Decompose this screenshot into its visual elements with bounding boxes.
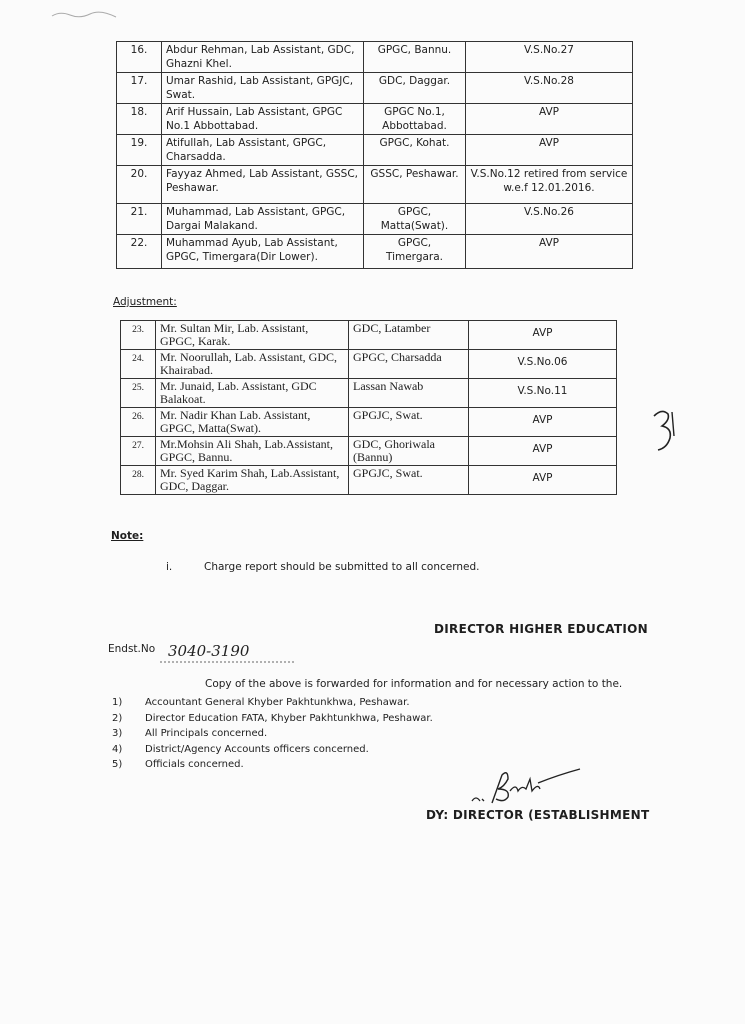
remarks: AVP <box>469 437 617 466</box>
note-item <box>166 561 479 573</box>
list-item-number: 2) <box>112 712 123 724</box>
handwritten-endorsement-number <box>160 636 295 666</box>
employee-name: Abdur Rehman, Lab Assistant, GDC, Ghazni Khel. <box>162 42 364 73</box>
employee-name: Umar Rashid, Lab Assistant, GPGJC, Swat. <box>162 73 364 104</box>
serial-number: 21. <box>117 204 162 235</box>
posted-station: GPGJC, Swat. <box>349 408 469 437</box>
posted-station: GPGC, Matta(Swat). <box>364 204 466 235</box>
table-row <box>117 42 633 73</box>
remarks: AVP <box>469 321 617 350</box>
list-item-text: Accountant General Khyber Pakhtunkhwa, Peshawar. <box>145 697 410 708</box>
handwritten-signature <box>468 765 588 810</box>
employee-name: Mr. Syed Karim Shah, Lab.Assistant, GDC, Daggar. <box>156 466 349 495</box>
table-row <box>117 204 633 235</box>
list-item-number: 1) <box>112 697 123 708</box>
list-item-number: 5) <box>112 759 123 770</box>
table-row <box>117 104 633 135</box>
table-row <box>117 166 633 204</box>
list-item <box>112 697 433 713</box>
serial-number: 28. <box>121 466 156 495</box>
remarks: V.S.No.06 <box>469 350 617 379</box>
endorsement-label: Endst.No <box>108 643 156 655</box>
remarks: AVP <box>469 408 617 437</box>
employee-name: Mr. Noorullah, Lab. Assistant, GDC, Khairabad. <box>156 350 349 379</box>
employee-name: Arif Hussain, Lab Assistant, GPGC No.1 Abbottabad. <box>162 104 364 135</box>
table-row <box>121 321 617 350</box>
note-heading: Note: <box>111 530 144 542</box>
remarks: AVP <box>466 235 633 269</box>
employee-name: Mr.Mohsin Ali Shah, Lab.Assistant, GPGC, Bannu. <box>156 437 349 466</box>
list-item <box>112 759 433 775</box>
list-item-number: 3) <box>112 728 123 739</box>
posted-station: GPGC, Charsadda <box>349 350 469 379</box>
employee-name: Mr. Junaid, Lab. Assistant, GDC Balakoat. <box>156 379 349 408</box>
adjustment-heading: Adjustment: <box>113 296 177 308</box>
employee-name: Muhammad Ayub, Lab Assistant, GPGC, Timergara(Dir Lower). <box>162 235 364 269</box>
table-row <box>117 235 633 269</box>
remarks: V.S.No.26 <box>466 204 633 235</box>
serial-number: 18. <box>117 104 162 135</box>
table-row <box>117 73 633 104</box>
employee-name: Atifullah, Lab Assistant, GPGC, Charsadda. <box>162 135 364 166</box>
posted-station: GDC, Ghoriwala (Bannu) <box>349 437 469 466</box>
posted-station: GDC, Daggar. <box>364 73 466 104</box>
posted-station: Lassan Nawab <box>349 379 469 408</box>
adjustment-table <box>120 320 617 495</box>
copy-recipients-list <box>112 697 433 775</box>
remarks: AVP <box>469 466 617 495</box>
list-item <box>112 744 433 760</box>
posted-station: GDC, Latamber <box>349 321 469 350</box>
posted-station: GPGJC, Swat. <box>349 466 469 495</box>
remarks: AVP <box>466 135 633 166</box>
signatory-title: DY: DIRECTOR (ESTABLISHMENT <box>426 808 650 822</box>
posted-station: GSSC, Peshawar. <box>364 166 466 204</box>
director-title: DIRECTOR HIGHER EDUCATION <box>434 622 648 636</box>
serial-number: 25. <box>121 379 156 408</box>
list-item-text: Director Education FATA, Khyber Pakhtunkhwa, Peshawar. <box>145 712 433 724</box>
posted-station: GPGC, Timergara. <box>364 235 466 269</box>
scan-smudge <box>50 8 120 22</box>
list-item-number: 4) <box>112 743 123 755</box>
remarks: V.S.No.28 <box>466 73 633 104</box>
list-item <box>112 713 433 729</box>
endorsement-number-text: 3040-3190 <box>168 642 250 660</box>
table-row <box>117 135 633 166</box>
list-item-text: Officials concerned. <box>145 759 244 770</box>
note-item-text: Charge report should be submitted to all concerned. <box>204 561 480 573</box>
posting-table <box>116 41 633 269</box>
serial-number: 23. <box>121 321 156 350</box>
copy-forward-text: Copy of the above is forwarded for information and for necessary action to the. <box>205 678 623 690</box>
serial-number: 26. <box>121 408 156 437</box>
employee-name: Fayyaz Ahmed, Lab Assistant, GSSC, Peshawar. <box>162 166 364 204</box>
employee-name: Muhammad, Lab Assistant, GPGC, Dargai Malakand. <box>162 204 364 235</box>
posted-station: GPGC No.1, Abbottabad. <box>364 104 466 135</box>
remarks: V.S.No.11 <box>469 379 617 408</box>
serial-number: 20. <box>117 166 162 204</box>
handwritten-page-mark <box>650 406 680 454</box>
table-row <box>121 466 617 495</box>
employee-name: Mr. Sultan Mir, Lab. Assistant, GPGC, Karak. <box>156 321 349 350</box>
remarks: V.S.No.27 <box>466 42 633 73</box>
remarks: V.S.No.12 retired from service w.e.f 12.01.2016. <box>466 166 633 204</box>
posted-station: GPGC, Bannu. <box>364 42 466 73</box>
table-row <box>121 379 617 408</box>
serial-number: 17. <box>117 73 162 104</box>
remarks: AVP <box>466 104 633 135</box>
table-row <box>121 437 617 466</box>
posted-station: GPGC, Kohat. <box>364 135 466 166</box>
list-item-text: District/Agency Accounts officers concerned. <box>145 743 369 755</box>
employee-name: Mr. Nadir Khan Lab. Assistant, GPGC, Matta(Swat). <box>156 408 349 437</box>
serial-number: 22. <box>117 235 162 269</box>
serial-number: 19. <box>117 135 162 166</box>
list-item-text: All Principals concerned. <box>145 728 268 739</box>
table-row <box>121 408 617 437</box>
note-item-number: i. <box>166 561 173 573</box>
serial-number: 27. <box>121 437 156 466</box>
table-row <box>121 350 617 379</box>
serial-number: 16. <box>117 42 162 73</box>
list-item <box>112 728 433 744</box>
serial-number: 24. <box>121 350 156 379</box>
